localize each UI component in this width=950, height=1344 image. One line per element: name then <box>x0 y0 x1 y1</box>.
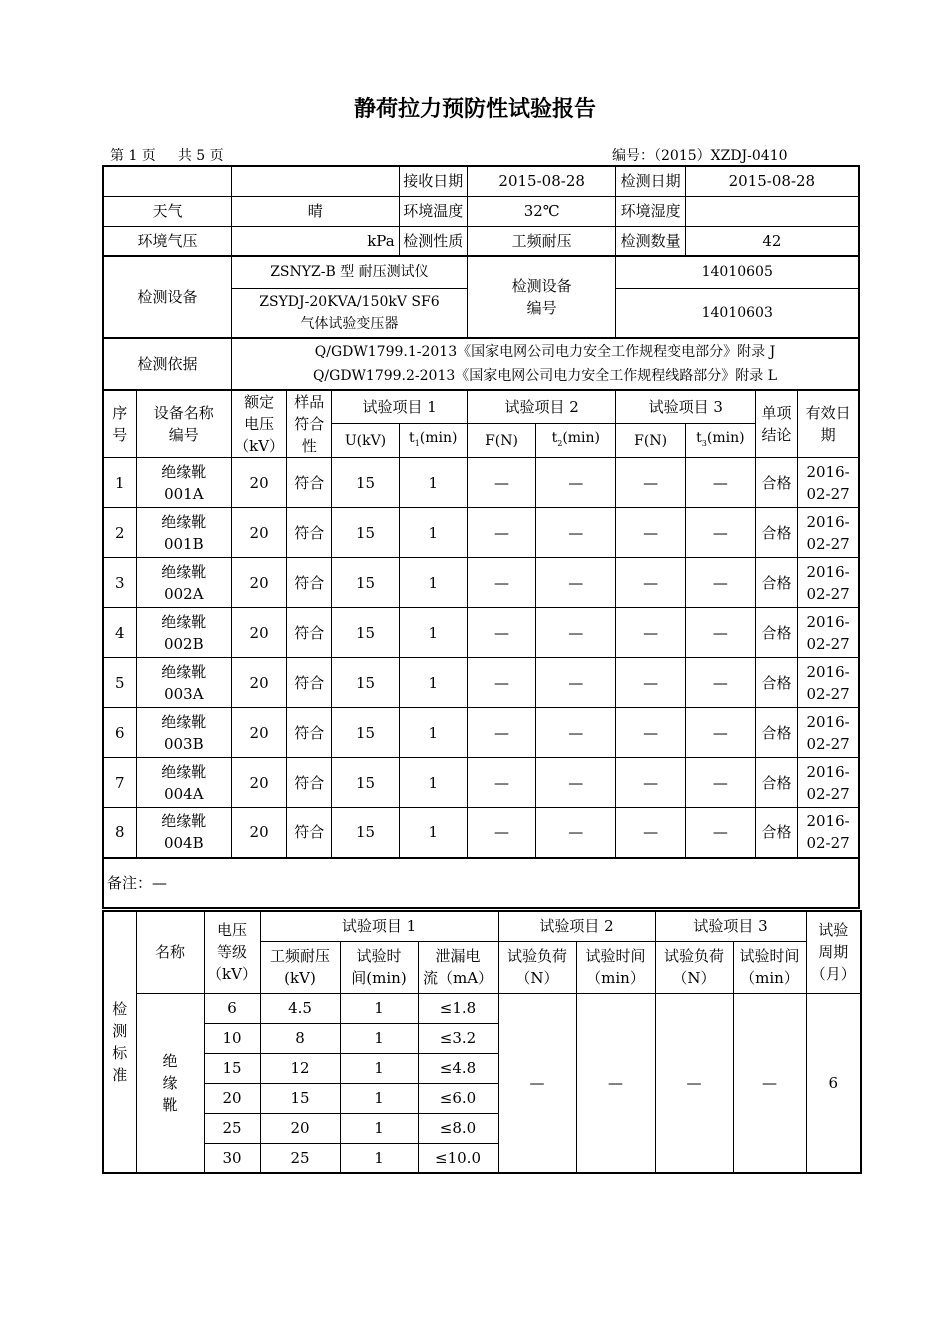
result-f3: — <box>616 458 685 508</box>
t1-header-t: t <box>409 429 415 446</box>
result-voltage: 20 <box>231 558 286 608</box>
std-leak: ≤8.0 <box>418 1113 498 1143</box>
std-freq-header <box>260 941 340 993</box>
pressure-unit: kPa <box>231 226 399 256</box>
result-seq: 2 <box>103 508 136 558</box>
info-row-pressure <box>103 226 859 256</box>
t1-header <box>399 424 467 458</box>
result-t1: 1 <box>399 758 467 808</box>
result-t3: — <box>685 708 755 758</box>
result-t2: — <box>536 558 616 608</box>
equipment-code-1: 14010605 <box>616 256 859 288</box>
result-name <box>136 758 231 808</box>
result-valid-l2: 02-27 <box>806 534 850 553</box>
std-time3-header <box>733 941 806 993</box>
result-f2: — <box>467 758 535 808</box>
t2-header <box>536 424 616 458</box>
std-time3-l1: 试验时间 <box>739 947 800 965</box>
results-header-row-1 <box>103 390 859 424</box>
std-volt-header-l3: （kV） <box>207 965 257 984</box>
quantity-value: 42 <box>685 226 859 256</box>
result-name <box>136 608 231 658</box>
result-u: 15 <box>332 808 399 858</box>
std-time3-l2: （min） <box>740 969 799 987</box>
result-name-l1: 绝缘靴 <box>161 612 207 631</box>
t1-header-sub: 1 <box>414 438 420 448</box>
std-time2-header <box>576 941 655 993</box>
result-valid-l1: 2016- <box>806 462 850 481</box>
quantity-label: 检测数量 <box>616 226 685 256</box>
result-row <box>103 608 859 658</box>
std-cycle-header <box>806 911 861 993</box>
result-voltage: 20 <box>231 458 286 508</box>
blank-cell <box>231 166 399 196</box>
voltage-header-l3: （kV） <box>234 437 285 455</box>
result-sample: 符合 <box>287 808 332 858</box>
std-item1-header: 试验项目 1 <box>260 911 498 941</box>
section-char-4: 准 <box>112 1066 128 1084</box>
env-temp-label: 环境温度 <box>399 196 467 226</box>
page-total: 共 5 页 <box>177 148 224 164</box>
result-valid-l2: 02-27 <box>806 634 850 653</box>
result-valid-l2: 02-27 <box>806 584 850 603</box>
info-row-dates <box>103 166 859 196</box>
std-load3-header <box>655 941 733 993</box>
equipment-code-label-line1: 检测设备 <box>511 277 572 295</box>
result-u: 15 <box>332 458 399 508</box>
t3-header <box>685 424 755 458</box>
std-time: 1 <box>340 993 418 1023</box>
f3-header: F(N) <box>616 424 685 458</box>
result-t1: 1 <box>399 658 467 708</box>
result-sample: 符合 <box>287 558 332 608</box>
conclusion-header <box>755 390 797 458</box>
std-item-name-char-2: 缘 <box>162 1073 178 1092</box>
basis-row <box>103 338 859 390</box>
result-u: 15 <box>332 758 399 808</box>
result-name <box>136 658 231 708</box>
result-name <box>136 558 231 608</box>
page-indicator <box>110 145 224 165</box>
equipment-code-label <box>467 256 616 338</box>
result-conclusion: 合格 <box>755 458 797 508</box>
result-f2: — <box>467 458 535 508</box>
result-sample: 符合 <box>287 508 332 558</box>
result-sample: 符合 <box>287 758 332 808</box>
result-conclusion: 合格 <box>755 508 797 558</box>
std-leak-header <box>418 941 498 993</box>
std-freq-l2: (kV) <box>284 969 316 987</box>
std-leak: ≤6.0 <box>418 1083 498 1113</box>
weather-label: 天气 <box>103 196 231 226</box>
standards-section-label <box>103 911 136 1173</box>
result-f2: — <box>467 708 535 758</box>
result-name <box>136 508 231 558</box>
std-row <box>103 993 861 1023</box>
result-row <box>103 708 859 758</box>
result-t2: — <box>536 658 616 708</box>
std-volt-header-l1: 电压 <box>216 921 247 940</box>
info-row-weather <box>103 196 859 226</box>
section-char-1: 检 <box>112 1000 128 1018</box>
result-valid-l1: 2016- <box>806 812 850 831</box>
std-freq: 8 <box>260 1023 340 1053</box>
result-name-l2: 003B <box>163 734 204 753</box>
remarks-row <box>103 858 859 908</box>
result-f2: — <box>467 508 535 558</box>
result-row <box>103 758 859 808</box>
std-item2-header: 试验项目 2 <box>498 911 655 941</box>
result-conclusion: 合格 <box>755 558 797 608</box>
result-name-l1: 绝缘靴 <box>161 662 207 681</box>
result-row <box>103 808 859 858</box>
equipment-code-label-line2: 编号 <box>526 299 557 317</box>
sample-header-l2: 符合 <box>294 415 325 433</box>
std-freq: 15 <box>260 1083 340 1113</box>
item1-header: 试验项目 1 <box>332 390 468 424</box>
result-f3: — <box>616 508 685 558</box>
std-time-header <box>340 941 418 993</box>
result-sample: 符合 <box>287 658 332 708</box>
result-valid <box>798 658 859 708</box>
standards-table <box>102 910 862 1174</box>
std-cycle: 6 <box>806 993 861 1173</box>
standards-header-row-1 <box>103 911 861 941</box>
basis-line-1: Q/GDW1799.1-2013《国家电网公司电力安全工作规程变电部分》附录 J <box>314 344 776 360</box>
std-cycle-header-l2: 周期 <box>818 943 849 962</box>
result-t3: — <box>685 558 755 608</box>
std-load3: — <box>655 993 733 1173</box>
result-seq: 5 <box>103 658 136 708</box>
result-f3: — <box>616 608 685 658</box>
t1-header-unit: (min) <box>419 429 458 446</box>
name-header <box>136 390 231 458</box>
receive-date-label: 接收日期 <box>399 166 467 196</box>
result-voltage: 20 <box>231 608 286 658</box>
result-name-l1: 绝缘靴 <box>161 712 207 731</box>
result-name-l1: 绝缘靴 <box>161 562 207 581</box>
result-valid <box>798 758 859 808</box>
result-u: 15 <box>332 508 399 558</box>
result-t1: 1 <box>399 608 467 658</box>
result-name-l2: 002B <box>163 634 204 653</box>
result-valid-l2: 02-27 <box>806 684 850 703</box>
result-f2: — <box>467 558 535 608</box>
result-name-l1: 绝缘靴 <box>161 812 207 831</box>
result-name-l1: 绝缘靴 <box>161 462 207 481</box>
basis-line-2: Q/GDW1799.2-2013《国家电网公司电力安全工作规程线路部分》附录 L <box>312 368 778 384</box>
std-freq: 25 <box>260 1143 340 1173</box>
equipment-item-2 <box>231 288 467 338</box>
result-conclusion: 合格 <box>755 608 797 658</box>
equipment-row-1 <box>103 256 859 288</box>
env-humidity-label: 环境湿度 <box>616 196 685 226</box>
test-date-label: 检测日期 <box>616 166 685 196</box>
result-t1: 1 <box>399 508 467 558</box>
equipment-item-2-line1: ZSYDJ-20KVA/150kV SF6 <box>259 293 440 310</box>
result-t2: — <box>536 508 616 558</box>
result-conclusion: 合格 <box>755 658 797 708</box>
receive-date-value: 2015-08-28 <box>467 166 616 196</box>
std-freq: 4.5 <box>260 993 340 1023</box>
result-seq: 8 <box>103 808 136 858</box>
std-time2-l1: 试验时间 <box>585 947 646 965</box>
result-u: 15 <box>332 558 399 608</box>
result-valid-l1: 2016- <box>806 512 850 531</box>
std-freq-l1: 工频耐压 <box>269 947 330 965</box>
result-name <box>136 708 231 758</box>
test-date-value: 2015-08-28 <box>685 166 859 196</box>
nature-value: 工频耐压 <box>467 226 616 256</box>
result-valid-l2: 02-27 <box>806 784 850 803</box>
valid-header-l2: 期 <box>820 426 836 444</box>
voltage-header <box>231 390 286 458</box>
std-time: 1 <box>340 1083 418 1113</box>
result-f3: — <box>616 708 685 758</box>
result-f3: — <box>616 558 685 608</box>
result-valid-l1: 2016- <box>806 712 850 731</box>
std-grade: 15 <box>204 1053 260 1083</box>
name-header-l1: 设备名称 <box>153 404 214 422</box>
std-grade: 10 <box>204 1023 260 1053</box>
equipment-code-2: 14010603 <box>616 288 859 338</box>
std-load2-l1: 试验负荷 <box>506 947 567 965</box>
result-row <box>103 658 859 708</box>
result-name-l2: 004B <box>163 834 204 853</box>
page-number: 第 1 页 <box>110 148 156 164</box>
result-f3: — <box>616 808 685 858</box>
result-row <box>103 558 859 608</box>
result-conclusion: 合格 <box>755 758 797 808</box>
result-t3: — <box>685 658 755 708</box>
std-load2-header <box>498 941 576 993</box>
result-seq: 4 <box>103 608 136 658</box>
result-valid <box>798 558 859 608</box>
seq-header <box>103 390 136 458</box>
std-time: 1 <box>340 1113 418 1143</box>
t3-header-t: t <box>696 429 702 446</box>
result-valid <box>798 508 859 558</box>
std-time2-l2: （min） <box>586 969 645 987</box>
equipment-label: 检测设备 <box>103 256 231 338</box>
std-leak-l1: 泄漏电 <box>435 947 481 965</box>
std-name-header: 名称 <box>136 911 204 993</box>
result-row <box>103 508 859 558</box>
result-t1: 1 <box>399 708 467 758</box>
result-name-l2: 002A <box>164 584 204 603</box>
std-time: 1 <box>340 1053 418 1083</box>
result-valid-l2: 02-27 <box>806 484 850 503</box>
result-seq: 6 <box>103 708 136 758</box>
t3-header-unit: (min) <box>706 429 745 446</box>
report-code: 编号：（2015）XZDJ-0410 <box>612 148 788 164</box>
result-valid-l2: 02-27 <box>806 834 850 853</box>
item2-header: 试验项目 2 <box>467 390 616 424</box>
result-f2: — <box>467 658 535 708</box>
std-grade: 6 <box>204 993 260 1023</box>
result-conclusion: 合格 <box>755 808 797 858</box>
std-cycle-header-l1: 试验 <box>818 921 849 940</box>
result-seq: 7 <box>103 758 136 808</box>
env-humidity-value <box>685 196 859 226</box>
std-time3: — <box>733 993 806 1173</box>
result-f2: — <box>467 808 535 858</box>
std-item-name-char-3: 靴 <box>162 1095 178 1114</box>
result-name-l1: 绝缘靴 <box>161 512 207 531</box>
std-grade: 30 <box>204 1143 260 1173</box>
result-voltage: 20 <box>231 508 286 558</box>
result-voltage: 20 <box>231 808 286 858</box>
result-valid-l2: 02-27 <box>806 734 850 753</box>
seq-header-l2: 号 <box>112 426 128 444</box>
result-f3: — <box>616 658 685 708</box>
basis-text <box>231 338 859 390</box>
result-row <box>103 458 859 508</box>
result-name-l2: 004A <box>164 784 204 803</box>
voltage-header-l1: 额定 <box>244 393 275 411</box>
result-u: 15 <box>332 608 399 658</box>
voltage-header-l2: 电压 <box>244 415 275 433</box>
result-t3: — <box>685 608 755 658</box>
std-load2-l2: （N） <box>515 969 559 987</box>
result-t2: — <box>536 808 616 858</box>
conclusion-header-l1: 单项 <box>761 404 792 422</box>
name-header-l2: 编号 <box>168 426 199 444</box>
nature-label: 检测性质 <box>399 226 467 256</box>
valid-header-l1: 有效日 <box>805 404 851 422</box>
std-load3-l1: 试验负荷 <box>663 947 724 965</box>
result-seq: 3 <box>103 558 136 608</box>
std-leak: ≤10.0 <box>418 1143 498 1173</box>
result-t1: 1 <box>399 558 467 608</box>
result-valid <box>798 808 859 858</box>
weather-value: 晴 <box>231 196 399 226</box>
u-kv-header: U(kV) <box>332 424 399 458</box>
std-time-l1: 试验时 <box>356 947 402 965</box>
conclusion-header-l2: 结论 <box>761 426 792 444</box>
valid-header <box>798 390 859 458</box>
std-leak-l2: 流（mA） <box>422 969 494 987</box>
result-name-l1: 绝缘靴 <box>161 762 207 781</box>
std-load3-l2: （N） <box>672 969 716 987</box>
result-valid-l1: 2016- <box>806 562 850 581</box>
section-char-3: 标 <box>112 1044 128 1062</box>
result-voltage: 20 <box>231 708 286 758</box>
sample-header-l3: 性 <box>301 437 317 455</box>
std-time: 1 <box>340 1023 418 1053</box>
result-t1: 1 <box>399 458 467 508</box>
result-valid-l1: 2016- <box>806 662 850 681</box>
seq-header-l1: 序 <box>112 404 128 422</box>
basis-label: 检测依据 <box>103 338 231 390</box>
result-u: 15 <box>332 708 399 758</box>
blank-cell <box>103 166 231 196</box>
std-leak: ≤3.2 <box>418 1023 498 1053</box>
std-load2: — <box>498 993 576 1173</box>
result-sample: 符合 <box>287 608 332 658</box>
result-rows <box>103 458 859 858</box>
result-u: 15 <box>332 658 399 708</box>
result-sample: 符合 <box>287 708 332 758</box>
result-t3: — <box>685 458 755 508</box>
result-t2: — <box>536 708 616 758</box>
t2-header-sub: 2 <box>557 438 563 448</box>
result-f2: — <box>467 608 535 658</box>
sample-header <box>287 390 332 458</box>
report-title: 静荷拉力预防性试验报告 <box>353 97 596 122</box>
result-name <box>136 458 231 508</box>
t2-header-t: t <box>551 429 558 446</box>
pressure-label: 环境气压 <box>103 226 231 256</box>
std-time2: — <box>576 993 655 1173</box>
result-sample: 符合 <box>287 458 332 508</box>
result-t2: — <box>536 608 616 658</box>
section-char-2: 测 <box>112 1022 128 1040</box>
std-grade: 25 <box>204 1113 260 1143</box>
std-item3-header: 试验项目 3 <box>655 911 806 941</box>
result-voltage: 20 <box>231 758 286 808</box>
std-volt-header-l2: 等级 <box>216 943 247 962</box>
env-temp-value: 32℃ <box>467 196 616 226</box>
std-grade: 20 <box>204 1083 260 1113</box>
item3-header: 试验项目 3 <box>616 390 756 424</box>
result-t2: — <box>536 758 616 808</box>
t3-header-sub: 3 <box>701 438 707 448</box>
result-valid <box>798 458 859 508</box>
std-item-name <box>136 993 204 1173</box>
result-valid <box>798 708 859 758</box>
result-t2: — <box>536 458 616 508</box>
result-t3: — <box>685 508 755 558</box>
result-t3: — <box>685 758 755 808</box>
std-time-l2: 间(min) <box>351 969 407 987</box>
equipment-item-1: ZSNYZ-B 型 耐压测试仪 <box>231 256 467 288</box>
std-freq: 20 <box>260 1113 340 1143</box>
std-time: 1 <box>340 1143 418 1173</box>
result-name <box>136 808 231 858</box>
result-name-l2: 003A <box>164 684 204 703</box>
f2-header: F(N) <box>467 424 535 458</box>
result-valid-l1: 2016- <box>806 762 850 781</box>
result-t1: 1 <box>399 808 467 858</box>
std-volt-header <box>204 911 260 993</box>
sample-header-l1: 样品 <box>294 393 325 411</box>
result-name-l2: 001B <box>163 534 204 553</box>
result-name-l2: 001A <box>164 484 204 503</box>
result-valid-l1: 2016- <box>806 612 850 631</box>
std-cycle-header-l3: （月） <box>810 965 856 984</box>
std-freq: 12 <box>260 1053 340 1083</box>
std-leak: ≤4.8 <box>418 1053 498 1083</box>
result-conclusion: 合格 <box>755 708 797 758</box>
t2-header-unit: (min) <box>562 429 601 446</box>
result-valid <box>798 608 859 658</box>
result-seq: 1 <box>103 458 136 508</box>
std-leak: ≤1.8 <box>418 993 498 1023</box>
std-item-name-char-1: 绝 <box>162 1051 178 1070</box>
result-f3: — <box>616 758 685 808</box>
report-table <box>102 165 860 909</box>
result-voltage: 20 <box>231 658 286 708</box>
result-t3: — <box>685 808 755 858</box>
equipment-item-2-line2: 气体试验变压器 <box>300 315 399 332</box>
remarks: 备注：— <box>103 858 859 908</box>
